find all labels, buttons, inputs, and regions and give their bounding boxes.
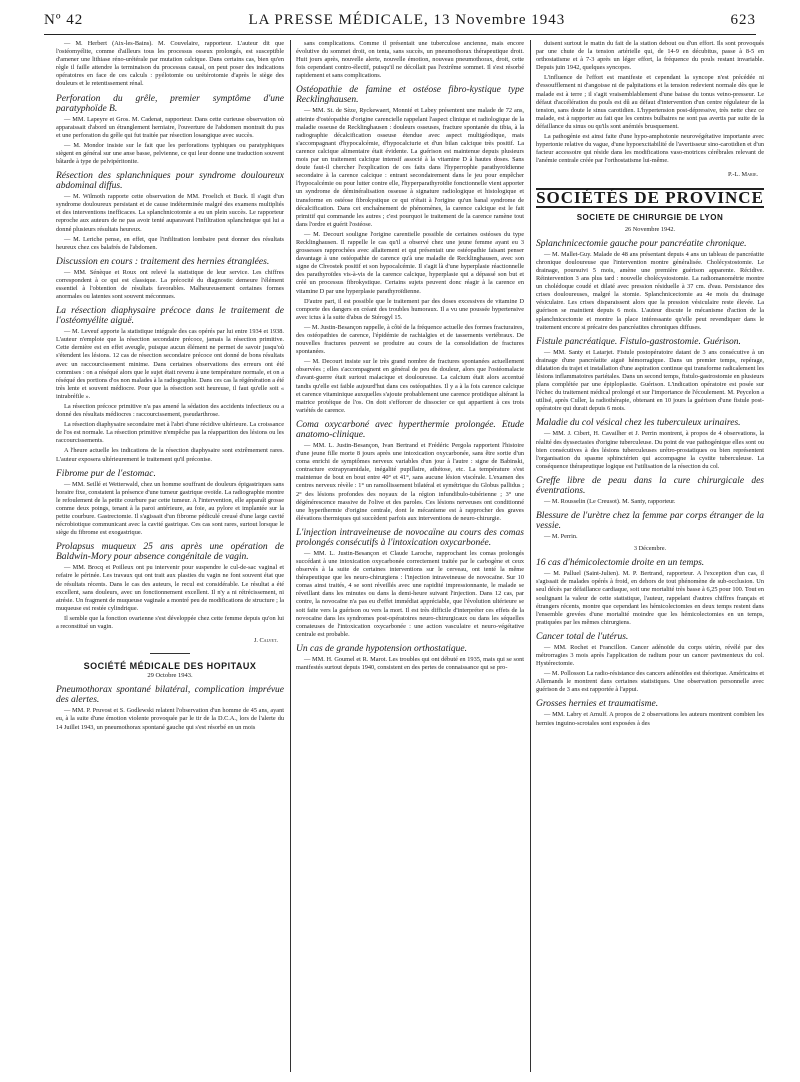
article-title: Un cas de grande hypotension orthostatique.	[296, 643, 467, 654]
column-3	[536, 40, 764, 1072]
article-title: Discussion en cours : traitement des hernies étranglées.	[56, 256, 270, 267]
paragraph: — M. Pollosson La radio-résistance des cancers adénoïdes est théorique. Américains et Allemands le montrent dans certaines statistiques. Une observation personnelle avec guérison de 3 ans est rapportée à l'appui.	[536, 670, 764, 694]
paragraph: — M. Wilmoth rapporte cette observation de MM. Froelich et Buck. Il s'agit d'un syndrome douloureux persistant et de cause indéterminée malgré des examens multipliés et des interventions inefficaces. La splanchnicotomie a eu un plein succès. Le rapporteur reproche aux auteurs de ne pas avoir tenté auparavant l'infiltration splanchnique qui lui a donné plusieurs résultats heureux.	[56, 193, 284, 233]
article-title: Greffe libre de peau dans la cure chirurgicale des éventrations.	[536, 475, 764, 496]
paragraph: — M. Leveuf apporte la statistique intégrale des cas opérés par lui entre 1934 et 1938. L'auteur n'emploie que la résection secondaire précoce, jamais la résection primitive. Cette dernière est en effet aveugle, puisque aucun élément ne permet de savoir jusqu'où s'étendent les lésions. 12 cas de résection secondaire précoce ont donné de bons résultats avec un raccourcissement minime. Dans certaines observations des erreurs ont été commises : on a réséqué alors que le sujet était revenu à une température normale, et on a réséqué des portions d'os non malades à la radiographie. Dans ces cas la régénération a été très lente et souvent médiocre. Pour que la résection soit heureuse, il faut qu'elle soit « intrabréfile ».	[56, 328, 284, 400]
paragraph: L'influence de l'effort est manifeste et cependant la syncope n'est précédée ni d'essoufflement ni d'angoisse ni de palpitations et la tension redevient normale dès que le malade est à terre ; il s'agit vraisemblablement d'une baisse du tonus veino-presseur. Le défaut d'accélération du pouls est dû au défaut d'intervention d'un centre régulateur de la tension, sans doute le sinus carotidien. L'hypertension post-dépressive, très nette chez ce malade, est à rapporter au fait que les centres bulbaires ne sont pas avertis par suite de la défaillance du sinus ou qu'ils sont anémiés brusquement.	[536, 74, 764, 130]
paragraph: — MM. Labry et Arnulf. A propos de 2 observations les auteurs montrent combien les hernies inguino-scrotales sont exposées à des	[536, 711, 764, 727]
column-divider	[530, 40, 531, 1072]
paragraph: — M. Leriche pense, en effet, que l'infiltration lombaire peut donner des résultats heureux chez ces balafrés de l'abdomen.	[56, 235, 284, 251]
author-signature: P.-L. Marie.	[728, 171, 758, 179]
column-divider	[290, 40, 291, 1072]
journal-title: LA PRESSE MÉDICALE, 13 Novembre 1943	[248, 11, 566, 28]
article-title: Pneumothorax spontané bilatéral, complication imprévue des alertes.	[56, 685, 284, 706]
paragraph: — M. Decourt souligne l'origine carentielle possible de certaines ostéoses du type Recklinghausen. Il rappelle le cas qu'il a observé chez une jeune femme ayant eu 3 grossesses rapprochées avec allaitement et qui présentait une ostéopathie faisant penser davantage à une ostéopathie de carence qu'à une maladie de Recklinghausen, avec son signe de Chvostek positif et son hypocalcémie. Il s'agit là d'une hyperplasie réactionnelle des parathyroïdes vis-à-vis de la carence calcique, hyperplasie qui a dépassé son but et créé un processus fibrokystique. Certains sujets peuvent donc réagir à la carence en vitamine D par une hyperplasie parathyroïdienne.	[296, 230, 524, 295]
article-title: Prolapsus muqueux 25 ans après une opération de Baldwin-Mory pour absence congénitale de vagin.	[56, 542, 284, 563]
paragraph: La résection précoce primitive n'a pas amené la sédation des accidents infectieux ou a donné des résultats médiocres : raccourcissement, pseudarthrose.	[56, 403, 284, 419]
society-date: 26 Novembre 1942.	[624, 225, 676, 233]
paragraph: — MM. L. Justin-Besançon et Claude Laroche, rapprochant les comas prolongés succédant à une intoxication oxycarbonée correctement traitée par le carbogène et ceux observés à la suite de certaines interventions sur le cerveau, ont tenté la même thérapeutique que les neuro-chirurgiens : l'injection intraveineuse de novocaïne. Sur 10 comas ainsi traités, 4 se sont réveillés avec une rapidité impressionnante, le malade se réveillant dans les minutes ou dans la demi-heure suivant l'injection. Dans 12 cas, par contre, la novocaïne n'a pas eu d'effet immédiat appréciable, que l'évolution ultérieure se soit faite vers la guérison ou vers la mort. Il est très difficile d'interpréter ces effets de la novocaïne dans les syndromes post-opératoires neuro-chirurgicaux ou dans les séquelles comateuses de l'intoxication oxycarbonée : une action vasculaire et neuro-végétative centrale est probable.	[296, 549, 524, 638]
article-title: L'injection intraveineuse de novocaïne au cours des comas prolongés consécutifs à l'intoxication oxycarbonée.	[296, 527, 524, 548]
article-title: Splanchnicectomie gauche pour pancréatite chronique.	[536, 238, 747, 249]
paragraph: — MM. L. Justin-Besançon, Ivan Bertrand et Frédéric Pergola rapportent l'histoire d'une jeune fille morte 8 jours après une intoxication oxycarbonée, sans être sortie d'un coma enrichi de symptômes nerveux variables d'un jour à l'autre : signe de Babinski, contracture extrapyramidale, inégalité pupillaire, athétose, etc. La température s'est maintenue de bout en bout entre 40° et 41°, sans aucune lésion viscérale. L'examen des centres nerveux révèle : 1° un ramollissement bilatéral et symétrique du Globus pallidus ; 2° des lésions profondes des noyaux de la région infundibulo-tubérienne ; 3° une dégénérescence massive de l'olive et des paroles. Ces lésions nerveuses ont conditionné une hyperthermie d'origine centrale, dont le mécanisme est à rapprocher des graves élévations thermiques qui succèdent parfois aux interventions de neuro-chirurgie.	[296, 441, 524, 522]
article-title: Maladie du col vésical chez les tuberculeux urinaires.	[536, 418, 741, 429]
paragraph: — M. Herbert (Aix-les-Bains). M. Couvelaire, rapporteur. L'auteur dit que l'ostéomyélite, comme d'ailleurs tous les processus osseux prolongés, est susceptible d'amener une lithiase réno-urétérale par mutation calcique. Dans certains cas, bien qu'en règle il faille attendre la terminaison du processus causal, on peut poser des indications opératoires en face de ces calculs : pyélotomie ou urétérotomie d'après le siège des douleurs et le retentissement rénal.	[56, 40, 284, 88]
session-date: 3 Décembre.	[633, 545, 667, 553]
paragraph: duisent surtout le matin du fait de la station debout ou d'un effort. Ils sont provoqués par une chute de la tension artérielle qui, de 14-9 en décubitus, passe à 8-5 en orthostatisme et à 7-3 après un léger effort, la fréquence du pouls restant invariable. Depuis juin 1942, quelques syncopes.	[536, 40, 764, 72]
paragraph: — MM. Seillé et Wetterwald, chez un homme souffrant de douleurs épigastriques sans horaire fixe, constatent la présence d'une tumeur gastrique ovoïde. La radiographie montre le refoulement de la petite courbure par cette tumeur. A l'intervention, elle apparaît grosse comme deux poings, tenant à la paroi antérieure, au foie, au pylore et implantée sur la petite courbure. Gastrectomie. Il s'agissait d'un fibrome pédiculé creusé d'une large cavité nécrobiotique communicant avec la cavité gastrique. Ces cas sont rares, surtout lorsque le siège du fibrome est exogastrique.	[56, 480, 284, 537]
society-title: SOCIETE DE CHIRURGIE DE LYON	[576, 212, 724, 222]
paragraph: sans complications. Comme il présentait une tuberculose ancienne, mais encore évolutive du sommet droit, on tenta, sans succès, un pneumothorax thérapeutique droit. Huit jours après, nouvelle alerte, nouvelle émotion, nouveau pneumothorax, droit, cette fois cependant contro-électif, puisqu'il ne décollait pas l'extrême sommet. Il s'est résorbé rapidement et sans complications.	[296, 40, 524, 80]
page-number: 623	[730, 11, 756, 28]
paragraph: A l'heure actuelle les indications de la résection diaphysaire sont extrêmement rares. L'auteur exposera ultérieurement le traitement qu'il préconise.	[56, 447, 284, 463]
paragraph: — MM. Santy et Latarjet. Fistule postopératoire datant de 3 ans consécutive à un drainage d'une pancréatite aiguë hémorragique. Dans un premier temps, repérage, dilatation du trajet et installation d'une aspiration continue qui transforme radicalement les lésions inflammatoires pariétales. Dans un second temps, fistulo-gastrostomie en plusieurs plans complétée par une épiploplastie. Guérison. L'indication opératoire est posée sur l'échec du traitement médical prolongé et sur l'importance de l'écoulement. M. Peycelon a utilisé, après Culler, la radiothérapie, obtenant en 10 jours la guérison d'une fistule post-opératoire qui durait depuis 6 mois.	[536, 348, 764, 413]
page-header	[44, 8, 756, 32]
column-1	[56, 40, 284, 1072]
separator	[150, 653, 190, 654]
paragraph: Il semble que la fonction ovarienne s'est développée chez cette femme depuis qu'on lui a reconstitué un vagin.	[56, 614, 284, 630]
article-title: Coma oxycarboné avec hyperthermie prolongée. Etude anatomo-clinique.	[296, 419, 524, 440]
paragraph: — M. Rousselin (Le Creusot). M. Santy, rapporteur.	[544, 497, 676, 505]
article-title: Grosses hernies et traumatisme.	[536, 699, 659, 710]
paragraph: — MM. St. de Sèze, Ryckewaert, Monnié et Labey présentent une malade de 72 ans, atteinte d'ostéopathie d'origine carencielle rappelant l'aspect clinique et radiologique de la maladie osseuse de Recklinghausen : douleurs osseuses, fracture spontanée du tibia, à la radiographie décalcification osseuse étendue avec aspect multigéodique, mais s'accompagnant d'hypocalcémie, d'hypocalciurie et d'un bilan calcique très positif. La carence calcique alimentaire était évidente. La guérison est maintenue depuis plusieurs mois par un traitement calcique intensif associé à la vitamine D à hautes doses. Sans doute faut-il chercher l'explication de ces faits dans l'hyperrophie parathyroïdienne secondaire à la carence calcique : entrant secondairement dans le jeu pour empêcher l'hypocalcémie ou pour lutter contre elle, l'hyperparathyroïdie fonctionnelle vient apporter un syndrome de déminéralisation osseuse à signature radiologique et histologique et transforme en ostéose fibrokystique ce qui n'était à l'origine qu'un banal syndrome de décalcification. Dans cet enchaînement de phénomènes, la carence calcique est le fait primitif qui commande les autres ; c'est pourquoi le traitement de la carence ramène tout dans l'ordre et guérit l'ostéose.	[296, 107, 524, 228]
article-title: Fibrome pur de l'estomac.	[56, 468, 156, 479]
article-title: Fistule pancréatique. Fistulo-gastrostomie. Guérison.	[536, 336, 741, 347]
paragraph: D'autre part, il est possible que le traitement par des doses excessives de vitamine D comporte des dangers en créant des troubles humoraux. Il a vu une poussée hypertensive avec ictus à la suite d'abus de Stérogyl 15.	[296, 297, 524, 321]
paragraph: — M. Justin-Besançon rappelle, à côté de la fréquence actuelle des formes fracturaires, des ostéopathies de carence, l'épidémie de rachialgies et de tassements vertébraux. De nouvelles fractures peuvent se produire au cours de la consolidation de fractures spontanées.	[296, 323, 524, 356]
article-title: Résection des splanchniques pour syndrome douloureux abdominal diffus.	[56, 171, 284, 192]
article-title: Ostéopathie de famine et ostéose fibro-kystique type Recklinghausen.	[296, 85, 524, 106]
article-title: Cancer total de l'utérus.	[536, 631, 629, 642]
paragraph: — MM. Lapeyre et Gros. M. Cadenat, rapporteur. Dans cette curieuse observation où apparaissait d'abord un étranglement herniaire, l'ouverture de l'abdomen montrait du pus et une perforation du grêle qui fut traitée par résection losangique avec succès.	[56, 115, 284, 139]
paragraph: — MM. Brocq et Poilleux ont pu intervenir pour suspendre le cul-de-sac vaginal et refaire le périnée. Les travaux qui ont trait aux plasties du vagin ne font souvent état que de résultats récents. Dans le cas des auteurs, le recul est considérable. Le résultat a été excellent, sans douleurs, avec un fonctionnement excellent. Il n'y a ni rétrécissement, ni atrésie. Un fragment de muqueuse vaginale a montré peu de modifications de structure ; la muqueuse est restée cylindrique.	[56, 564, 284, 612]
paragraph: — MM. J. Cibert, H. Cavailher et J. Perrin montrent, à propos de 4 observations, la réalité des dyssectasies d'origine tuberculeuse. Du point de vue pathogénique elles sont ou bien consécutives à des lésions tuberculeuses urétro-prostatiques ou bien représentent l'organisation du spasme sphinctérien qui accompagne la cystite tuberculeuse. La conséquence thérapeutique logique est l'utilisation de la résection du col.	[536, 430, 764, 470]
paragraph: — M. Mondor insiste sur le fait que les perforations typhiques ou paratyphiques siègent en général sur une anse basse, pelvienne, ce qui leur donne une traduction souvent bâtarde à type de pelvipéritonite.	[56, 141, 284, 166]
paragraph: — MM. Sénèque et Roux ont relevé la statistique de leur service. Les chiffres correspondent à ce qui est classique. La précocité du diagnostic demeure l'élément essentiel à l'obtention de résultats favorables. Malheureusement certaines formes anormales ou latentes sont souvent méconnues.	[56, 268, 284, 301]
header-rule	[44, 34, 756, 35]
province-section-title: SOCIÉTÉS DE PROVINCE	[536, 187, 764, 207]
paragraph: — MM. P. Pruvost et S. Godlewski relatent l'observation d'un homme de 45 ans, ayant eu, à la suite d'une émotion violente provoquée par le tir de la D.C.A., lors de l'alerte du 14 Juillet 1943, un pneumothorax spontané gauche qui s'est résorbé en un mois	[56, 707, 284, 731]
column-2	[296, 40, 524, 1072]
paragraph: — M. Perrin.	[544, 533, 578, 541]
author-signature: J. Calvet.	[253, 637, 278, 645]
section-date: 29 Octobre 1943.	[147, 672, 193, 680]
paragraph: — MM. H. Goumel et R. Marot. Les troubles qui ont débuté en 1935, mais qui se sont manifestés surtout depuis 1940, consistent en des pertes de connaissance qui se pro-	[296, 655, 524, 671]
article-title: Blessure de l'urètre chez la femme par corps étranger de la vessie.	[536, 511, 764, 532]
paragraph: — M. Decourt insiste sur le très grand nombre de fractures spontanées actuellement observées ; elles s'accompagnent en général de peu de douleur, alors que l'ostéomalacie d'avant-guerre était surtout malacique et douloureuse. La calcium était alors accentué tandis qu'elle est faible aujourd'hui dans ces ostéopathies. Il y a à la fois carence calcique et carence vitaminique auxquelles s'ajoute probablement une carence protidique altérant la matrice protéique de l'os. On doit s'efforcer de dissocier ce qui appartient à ces trois variétés de carence.	[296, 358, 524, 414]
article-title: 16 cas d'hémicolectomie droite en un temps.	[536, 558, 705, 569]
paragraph: — M. Palluel (Saint-Julien). M. P. Bertrand, rapporteur. A l'exception d'un cas, il s'agissait de malades opérés à froid, en dehors de tout phénomène de sub-occlusion. Un seul décès par défaillance cardiaque, soit une mortalité très basse à 6,25 pour 100. Tout en soulignant la valeur de cette statistique, l'auteur, rappelant d'autres chiffres français et étrangers récents, montre que cependant les hémicolectomies en deux temps restent dans l'ensemble grevées d'une mortalité moindre que les hémicolectomies en un temps, pratiquées par les mêmes chirurgiens.	[536, 570, 764, 626]
section-title: SOCIÉTÉ MÉDICALE DES HOPITAUX	[83, 661, 257, 672]
issue-number: Nº 42	[44, 11, 84, 28]
paragraph: La résection diaphysaire secondaire met à l'abri d'une récidive ultérieure. La croissance de l'os est normale. La résection primitive n'empêche pas la réapparition des lésions ou les raccourcissements.	[56, 421, 284, 445]
article-title: Perforation du grêle, premier symptôme d'une paratyphoïde B.	[56, 93, 284, 114]
paragraph: — M. Mallet-Guy. Malade de 48 ans présentant depuis 4 ans un tableau de pancréatite chronique douloureuse que l'intervention montre généralisée. Cholécystostomie. Le drainage, poursuivi 5 mois, amène une première guérison apparente. Récidive. Réintervention 3 ans plus tard : nouvelle cholécystostomie. La radiomanométrie montre un cholédoque coudé et dilaté avec pression résiduelle à 37 cm. d'eau. Persistance des crises douloureuses, malgré la stomie. Splanchnicectomie au 4e mois du drainage vésiculaire. Les crises disparaissent alors que la pression vésiculaire reste élevée. La guérison se maintient depuis 6 mois. L'auteur discute le mécanisme d'action de la splanchnicectomie et montre la place intéressante qu'elle peut revendiquer dans le traitement encore si précaire des pancréatites chroniques diffuses.	[536, 250, 764, 331]
article-title: La résection diaphysaire précoce dans le traitement de l'ostéomyélite aiguë.	[56, 306, 284, 327]
paragraph: La pathogénie est ainsi faite d'une hypo-amphotonie neurovégétative importante avec hypertonie relative du vague, d'une hypoexcitabilité de l'avertisseur sino-carotidien et d'un facteur accessoire qui réside dans les modifications vaso-motrices cérébrales relevant de l'anémie centrale créée par l'orthostatisme lui-même.	[536, 133, 764, 165]
paragraph: — MM. Rochet et Francillon. Cancer adénoïde du corps utérin, révélé par des métrorragies 3 mois après l'application de radium pour un cancer pavimenteux du col. Hystérectomie.	[536, 643, 764, 668]
